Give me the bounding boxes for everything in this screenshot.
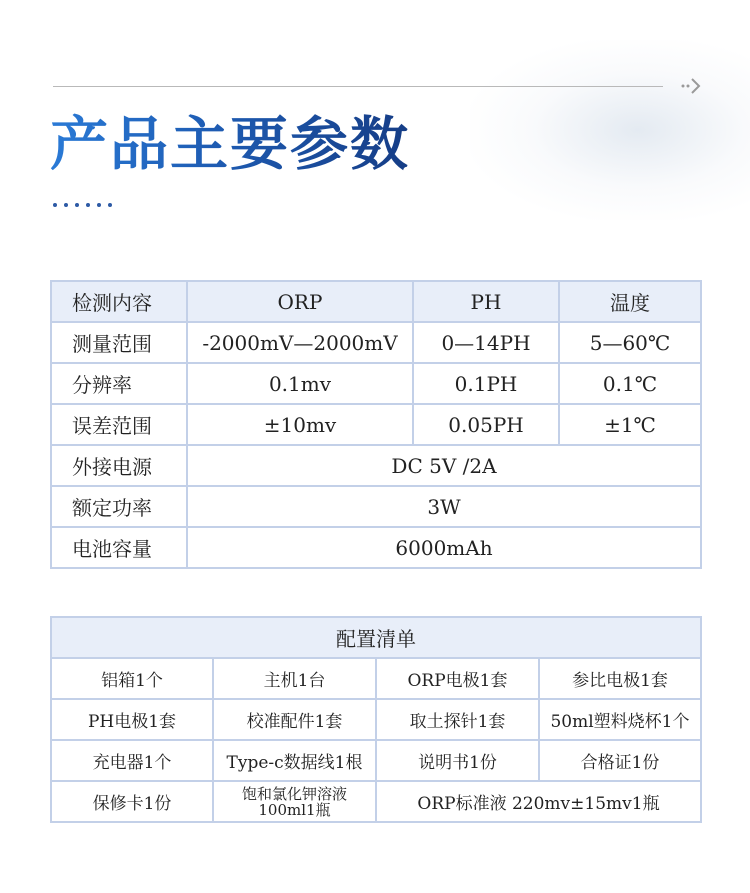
table-row (51, 740, 701, 781)
table-cell: 0.05PH (413, 404, 559, 445)
table-cell: Type-c数据线1根 (213, 740, 376, 781)
table-row (51, 322, 701, 363)
config-title-row (51, 617, 701, 658)
header-cell: PH (413, 281, 559, 322)
row-label: 分辨率 (51, 363, 187, 404)
row-label: 测量范围 (51, 322, 187, 363)
table-cell: 3W (187, 486, 701, 527)
table-cell: 充电器1个 (51, 740, 213, 781)
table-row (51, 363, 701, 404)
table-row (51, 699, 701, 740)
table-row (51, 404, 701, 445)
params-table (50, 280, 702, 569)
table-row (51, 527, 701, 568)
row-label: 额定功率 (51, 486, 187, 527)
table-cell: 0.1PH (413, 363, 559, 404)
header-cell: 检测内容 (51, 281, 187, 322)
table-cell: 0—14PH (413, 322, 559, 363)
table-cell: 6000mAh (187, 527, 701, 568)
table-cell-line: 100ml1瓶 (258, 800, 331, 819)
table-cell: 0.1℃ (559, 363, 701, 404)
config-table (50, 616, 702, 823)
table-cell: 5—60℃ (559, 322, 701, 363)
table-cell: DC 5V /2A (187, 445, 701, 486)
table-cell: 合格证1份 (539, 740, 701, 781)
table-cell-two-line (213, 781, 376, 822)
arrow-right-icon (680, 75, 704, 97)
table-cell: 参比电极1套 (539, 658, 701, 699)
table-cell: 取土探针1套 (376, 699, 539, 740)
row-label: 电池容量 (51, 527, 187, 568)
title-dots-decoration (53, 203, 112, 207)
config-title: 配置清单 (51, 617, 701, 658)
background-glow (470, 40, 750, 220)
table-cell: ORP电极1套 (376, 658, 539, 699)
table-row (51, 486, 701, 527)
table-cell: PH电极1套 (51, 699, 213, 740)
header-cell: 温度 (559, 281, 701, 322)
table-row (51, 658, 701, 699)
header-cell: ORP (187, 281, 413, 322)
table-cell-line: 饱和氯化钾溶液 (241, 784, 347, 803)
table-cell: 说明书1份 (376, 740, 539, 781)
top-divider (53, 86, 663, 87)
table-cell: 保修卡1份 (51, 781, 213, 822)
table-cell: 铝箱1个 (51, 658, 213, 699)
table-cell: -2000mV—2000mV (187, 322, 413, 363)
table-cell: 0.1mv (187, 363, 413, 404)
table-cell: 主机1台 (213, 658, 376, 699)
table-row (51, 781, 701, 822)
page-title: 产品主要参数 (50, 106, 410, 182)
row-label: 误差范围 (51, 404, 187, 445)
params-header-row (51, 281, 701, 322)
table-cell: ±1℃ (559, 404, 701, 445)
table-cell: 50ml塑料烧杯1个 (539, 699, 701, 740)
row-label: 外接电源 (51, 445, 187, 486)
table-cell: ORP标准液 220mv±15mv1瓶 (376, 781, 701, 822)
table-row (51, 445, 701, 486)
table-cell: ±10mv (187, 404, 413, 445)
table-cell: 校准配件1套 (213, 699, 376, 740)
